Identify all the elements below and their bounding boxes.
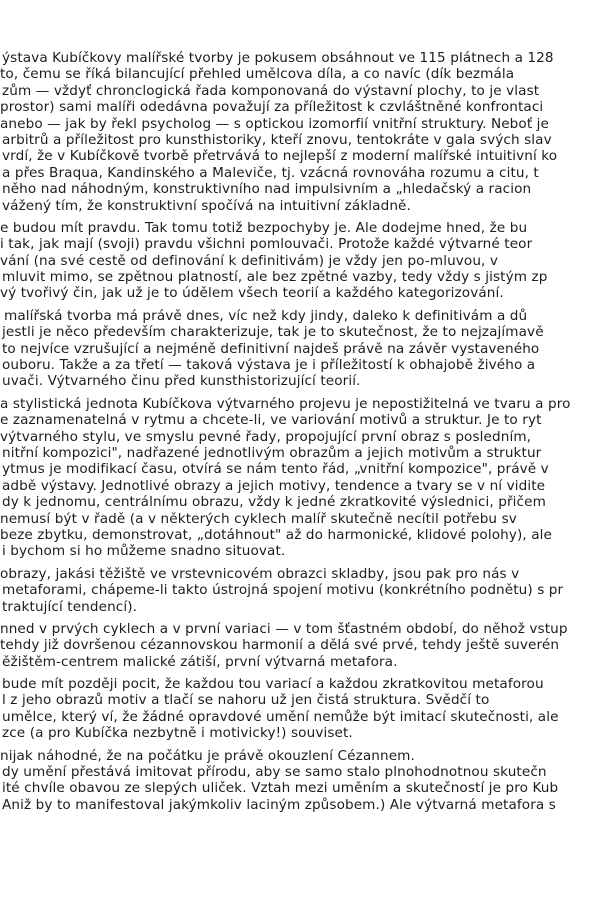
text-line: ouboru. Takže a za třetí — taková výstava je i příležitostí k obhajobě živého a xyxy=(2,357,536,374)
book-page-text xyxy=(0,50,600,900)
text-line: nemusí být v řadě (a v některých cyklech malíř skutečně necítil potřebu sv xyxy=(0,510,517,527)
text-line: ité chvíle obavou ze slepých uliček. Vztah mezi uměním a skutečností je pro Kub xyxy=(2,780,559,797)
text-line: arbitrů a příležitost pro kunsthistoriky, kteří znovu, tentokráte v gala svých slav xyxy=(2,131,552,148)
text-line: e budou mít pravdu. Tak tomu totiž bezpochyby je. Ale dodejme hned, že bu xyxy=(0,219,528,236)
text-line: to nejvíce vzrušující a nejméně definitivní najdeš právě na závěr vystaveného xyxy=(2,340,540,357)
paragraph-4 xyxy=(0,396,600,560)
text-line: prostor) sami malíři odedávna považují za příležitost k czvláštněné konfrontaci xyxy=(0,99,544,116)
text-line: adbě výstavy. Jednotlivé obrazy a jejich motivy, tendence a tvary se v ní vidite xyxy=(2,477,546,494)
text-line: i tak, jak mají (svoji) pravdu všichni pomlouvači. Protože každé výtvarné teor xyxy=(0,236,533,253)
text-line: obrazy, jakási těžiště ve vrstevnicovém obrazci skladby, jsou pak pro nás v xyxy=(0,565,520,582)
text-line: vážený tím, že konstruktivní spočívá na intuitivní základně. xyxy=(2,197,411,214)
text-line: vání (na své cestě od definování k definitivám) je vždy jen po-mluvou, v xyxy=(0,252,499,269)
text-line: beze zbytku, demonstrovat, „dotáhnout" až do harmonické, klidové polohy), ale xyxy=(0,526,552,543)
paragraph-5 xyxy=(0,566,600,615)
text-line: to, čemu se říká bilancující přehled umělcova díla, a co navíc (dík bezmála xyxy=(0,66,515,83)
text-line: dy umění přestává imitovat přírodu, aby se samo stalo plnohodnotnou skutečn xyxy=(2,764,547,781)
paragraph-6 xyxy=(0,621,600,670)
text-line: nned v prvých cyklech a v první variaci — v tom šťastném období, do něhož vstup xyxy=(0,620,568,637)
text-line: výtvarného stylu, ve smyslu pevné řady, propojující první obraz s posledním, xyxy=(0,428,532,445)
text-line: nijak náhodné, že na počátku je právě okouzlení Cézannem. xyxy=(0,747,415,764)
paragraph-2 xyxy=(0,220,600,302)
text-line: nitřní kompozici", nadřazené jednotlivým obrazům a jejich motivům a struktur xyxy=(2,444,542,461)
text-line: mluvit mimo, se zpětnou platností, ale bez zpětné vazby, tedy vždy s jistým zp xyxy=(2,269,548,286)
paragraph-3 xyxy=(0,308,600,390)
text-line: ěžištěm-centrem malické zátiší, první výtvarná metafora. xyxy=(2,653,398,670)
text-line: l z jeho obrazů motiv a tlačí se nahoru už jen čistá struktura. Svědčí to xyxy=(2,692,490,709)
text-line: malířská tvorba má právě dnes, víc než kdy jindy, daleko k definitivám a dů xyxy=(4,307,528,324)
text-line: dy k jednomu, centrálnímu obrazu, vždy k jedné zkratkovité výslednici, přičem xyxy=(2,494,546,511)
text-line: jestli je něco především charakterizuje, tak je to skutečnost, že to nejzajímavě xyxy=(2,324,544,341)
text-line: traktující tendencí). xyxy=(2,598,138,615)
paragraph-7 xyxy=(0,676,600,742)
text-line: vý tvořivý čin, jak už je to údělem všech teorií a každého kategorizování. xyxy=(0,285,504,302)
text-line: a přes Braqua, Kandinského a Maleviče, tj. vzácná rovnováha rozumu a citu, t xyxy=(2,164,539,181)
text-line: anebo — jak by řekl psycholog — s optickou izomorfií vnitřní struktury. Neboť je xyxy=(0,115,550,132)
text-line: zům — vždyť chronclogická řada komponovaná do výstavní plochy, to je vlast xyxy=(2,82,540,99)
text-line: uvači. Výtvarného činu před kunsthistorizující teorií. xyxy=(2,373,361,390)
text-line: ytmus je modifikací času, otvírá se nám tento řád, „vnitřní kompozice", právě v xyxy=(2,461,549,478)
text-line: vrdí, že v Kubíčkově tvorbě přetrvává to nejlepší z moderní malířské intuitivní ko xyxy=(2,148,558,165)
paragraph-8 xyxy=(0,748,600,814)
text-line: metaforami, chápeme-li takto ústrojná spojení motivu (konkrétního podnětu) s pr xyxy=(2,582,564,599)
text-line: a stylistická jednota Kubíčkova výtvarného projevu je nepostižitelná ve tvaru a pro xyxy=(0,395,571,412)
text-line: Aniž by to manifestoval jakýmkoliv laciným způsobem.) Ale výtvarná metafora s xyxy=(2,796,556,813)
text-line: tehdy již dovršenou cézannovskou harmonií a dělá své prvé, tehdy ještě suverén xyxy=(0,637,560,654)
text-line: umělce, který ví, že žádné opravdové umění nemůže být imitací skutečnosti, ale xyxy=(2,708,559,725)
text-line: zce (a pro Kubíčka nezbytně i motivicky!) souviset. xyxy=(2,725,353,742)
text-line: e zaznamenatelná v rytmu a chcete-li, ve variování motivů a struktur. Je to ryt xyxy=(0,412,542,429)
text-line: ýstava Kubíčkovy malířské tvorby je pokusem obsáhnout ve 115 plátnech a 128 xyxy=(2,50,554,66)
paragraph-1 xyxy=(0,50,600,214)
text-line: něho nad náhodným, konstruktivního nad impulsivním a „hledačský a racion xyxy=(2,181,532,198)
text-line: bude mít později pocit, že každou tou variací a každou zkratkovitou metaforou xyxy=(2,676,544,693)
text-line: i bychom si ho můžeme snadno situovat. xyxy=(2,543,286,560)
